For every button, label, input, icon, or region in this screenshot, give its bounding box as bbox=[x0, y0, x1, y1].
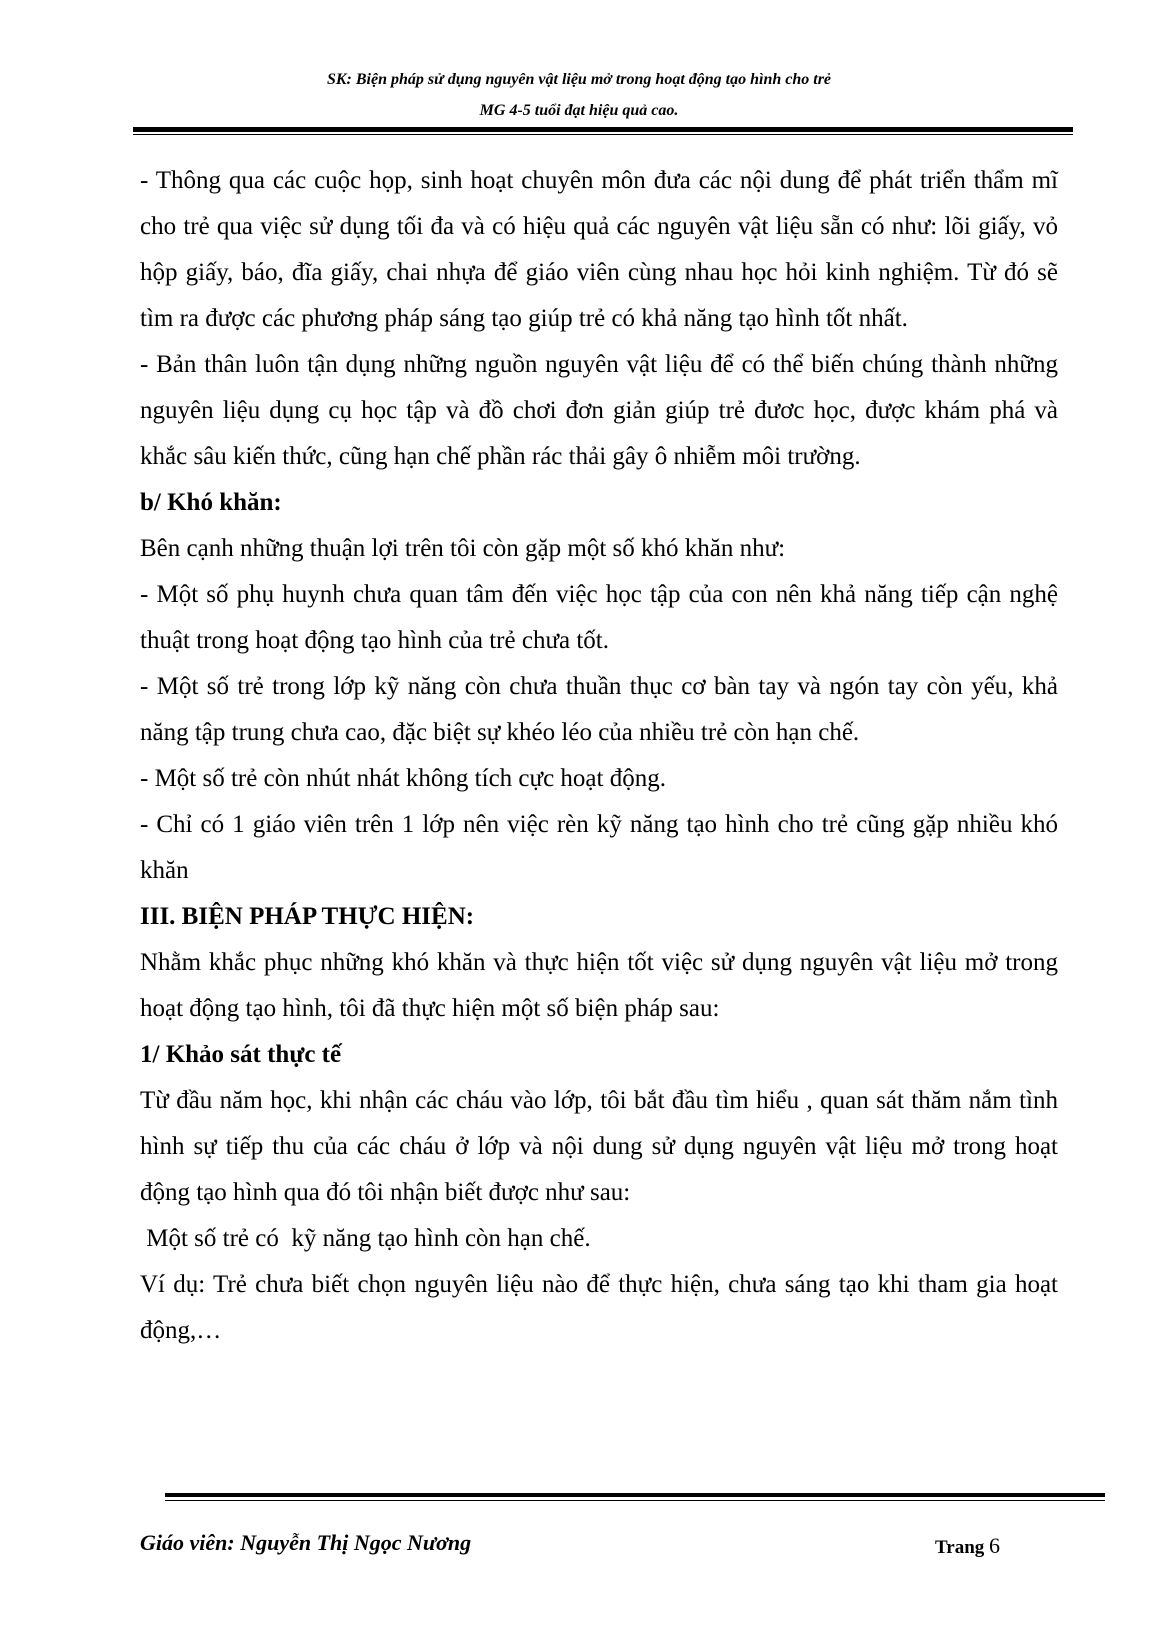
paragraph-kho-khan-intro: Bên cạnh những thuận lợi trên tôi còn gặp một số khó khăn như: bbox=[140, 535, 786, 562]
paragraph-hop-chuyen-mon: - Thông qua các cuộc họp, sinh hoạt chuyên môn đưa các nội dung để phát triển thẩm mĩ cho trẻ qua việc sử dụng tối đa và có hiệu quả các nguyên vật liệu sẵn có như: lõi giấy, vỏ hộp giấy, báo, đĩa giấy, chai nhựa để giáo viên cùng nhau học hỏi kinh nghiệm. Từ đó sẽ tìm ra được các phương pháp sáng tạo giúp trẻ có khả năng tạo hình tốt nhất. bbox=[140, 167, 1058, 332]
footer-rule-thick bbox=[165, 1493, 1105, 1497]
paragraph-mot-giao-vien: - Chỉ có 1 giáo viên trên 1 lớp nên việc rèn kỹ năng tạo hình cho trẻ cũng gặp nhiều khó khăn bbox=[140, 811, 1058, 884]
heading-kho-khan: b/ Khó khăn: bbox=[140, 489, 282, 516]
paragraph-nhut-nhat: - Một số trẻ còn nhút nhát không tích cực hoạt động. bbox=[140, 765, 666, 792]
paragraph-dau-nam-hoc: Từ đầu năm học, khi nhận các cháu vào lớp, tôi bắt đầu tìm hiểu , quan sát thăm nắm tình hình sự tiếp thu của các cháu ở lớp và nội dung sử dụng nguyên vật liệu mở trong hoạt động tạo hình qua đó tôi nhận biết được như sau: bbox=[140, 1087, 1058, 1206]
header-title-line-1: SK: Biện pháp sử dụng nguyên vật liệu mở trong hoạt động tạo hình cho trẻ bbox=[326, 71, 832, 88]
footer-page-value: 6 bbox=[989, 1533, 1001, 1558]
footer-page-number bbox=[935, 1533, 1000, 1559]
paragraph-ky-nang-han-che: Một số trẻ có kỹ năng tạo hình còn hạn chế. bbox=[140, 1225, 591, 1252]
paragraph-phu-huynh: - Một số phụ huynh chưa quan tâm đến việc học tập của con nên khả năng tiếp cận nghệ thuật trong hoạt động tạo hình của trẻ chưa tốt. bbox=[140, 581, 1058, 654]
paragraph-tan-dung-nguyen-lieu: - Bản thân luôn tận dụng những nguồn nguyên vật liệu để có thể biến chúng thành những nguyên liệu dụng cụ học tập và đồ chơi đơn giản giúp trẻ đươc học, được khám phá và khắc sâu kiến thức, cũng hạn chế phần rác thải gây ô nhiễm môi trường. bbox=[140, 351, 1058, 470]
paragraph-vi-du: Ví dụ: Trẻ chưa biết chọn nguyên liệu nào để thực hiện, chưa sáng tạo khi tham gia hoạt động,… bbox=[140, 1271, 1058, 1344]
header-rule-thin bbox=[133, 134, 1073, 135]
footer-page-label: Trang bbox=[935, 1537, 985, 1558]
paragraph-ky-nang-tre: - Một số trẻ trong lớp kỹ năng còn chưa thuần thục cơ bàn tay và ngón tay còn yếu, khả năng tập trung chưa cao, đặc biệt sự khéo léo của nhiều trẻ còn hạn chế. bbox=[140, 673, 1058, 746]
header-rule-thick bbox=[133, 127, 1073, 132]
page-header bbox=[0, 64, 1158, 126]
heading-khao-sat-thuc-te: 1/ Khảo sát thực tế bbox=[140, 1041, 342, 1068]
footer-rule-thin bbox=[165, 1500, 1105, 1501]
paragraph-khac-phuc: Nhằm khắc phục những khó khăn và thực hiện tốt việc sử dụng nguyên vật liệu mở trong hoạt động tạo hình, tôi đã thực hiện một số biện pháp sau: bbox=[140, 949, 1058, 1022]
heading-bien-phap-thuc-hien: III. BIỆN PHÁP THỰC HIỆN: bbox=[140, 903, 475, 930]
footer-teacher-name: Giáo viên: Nguyễn Thị Ngọc Nương bbox=[140, 1530, 472, 1555]
document-body bbox=[140, 158, 1058, 1354]
header-title-line-2: MG 4-5 tuổi đạt hiệu quả cao. bbox=[479, 102, 679, 119]
